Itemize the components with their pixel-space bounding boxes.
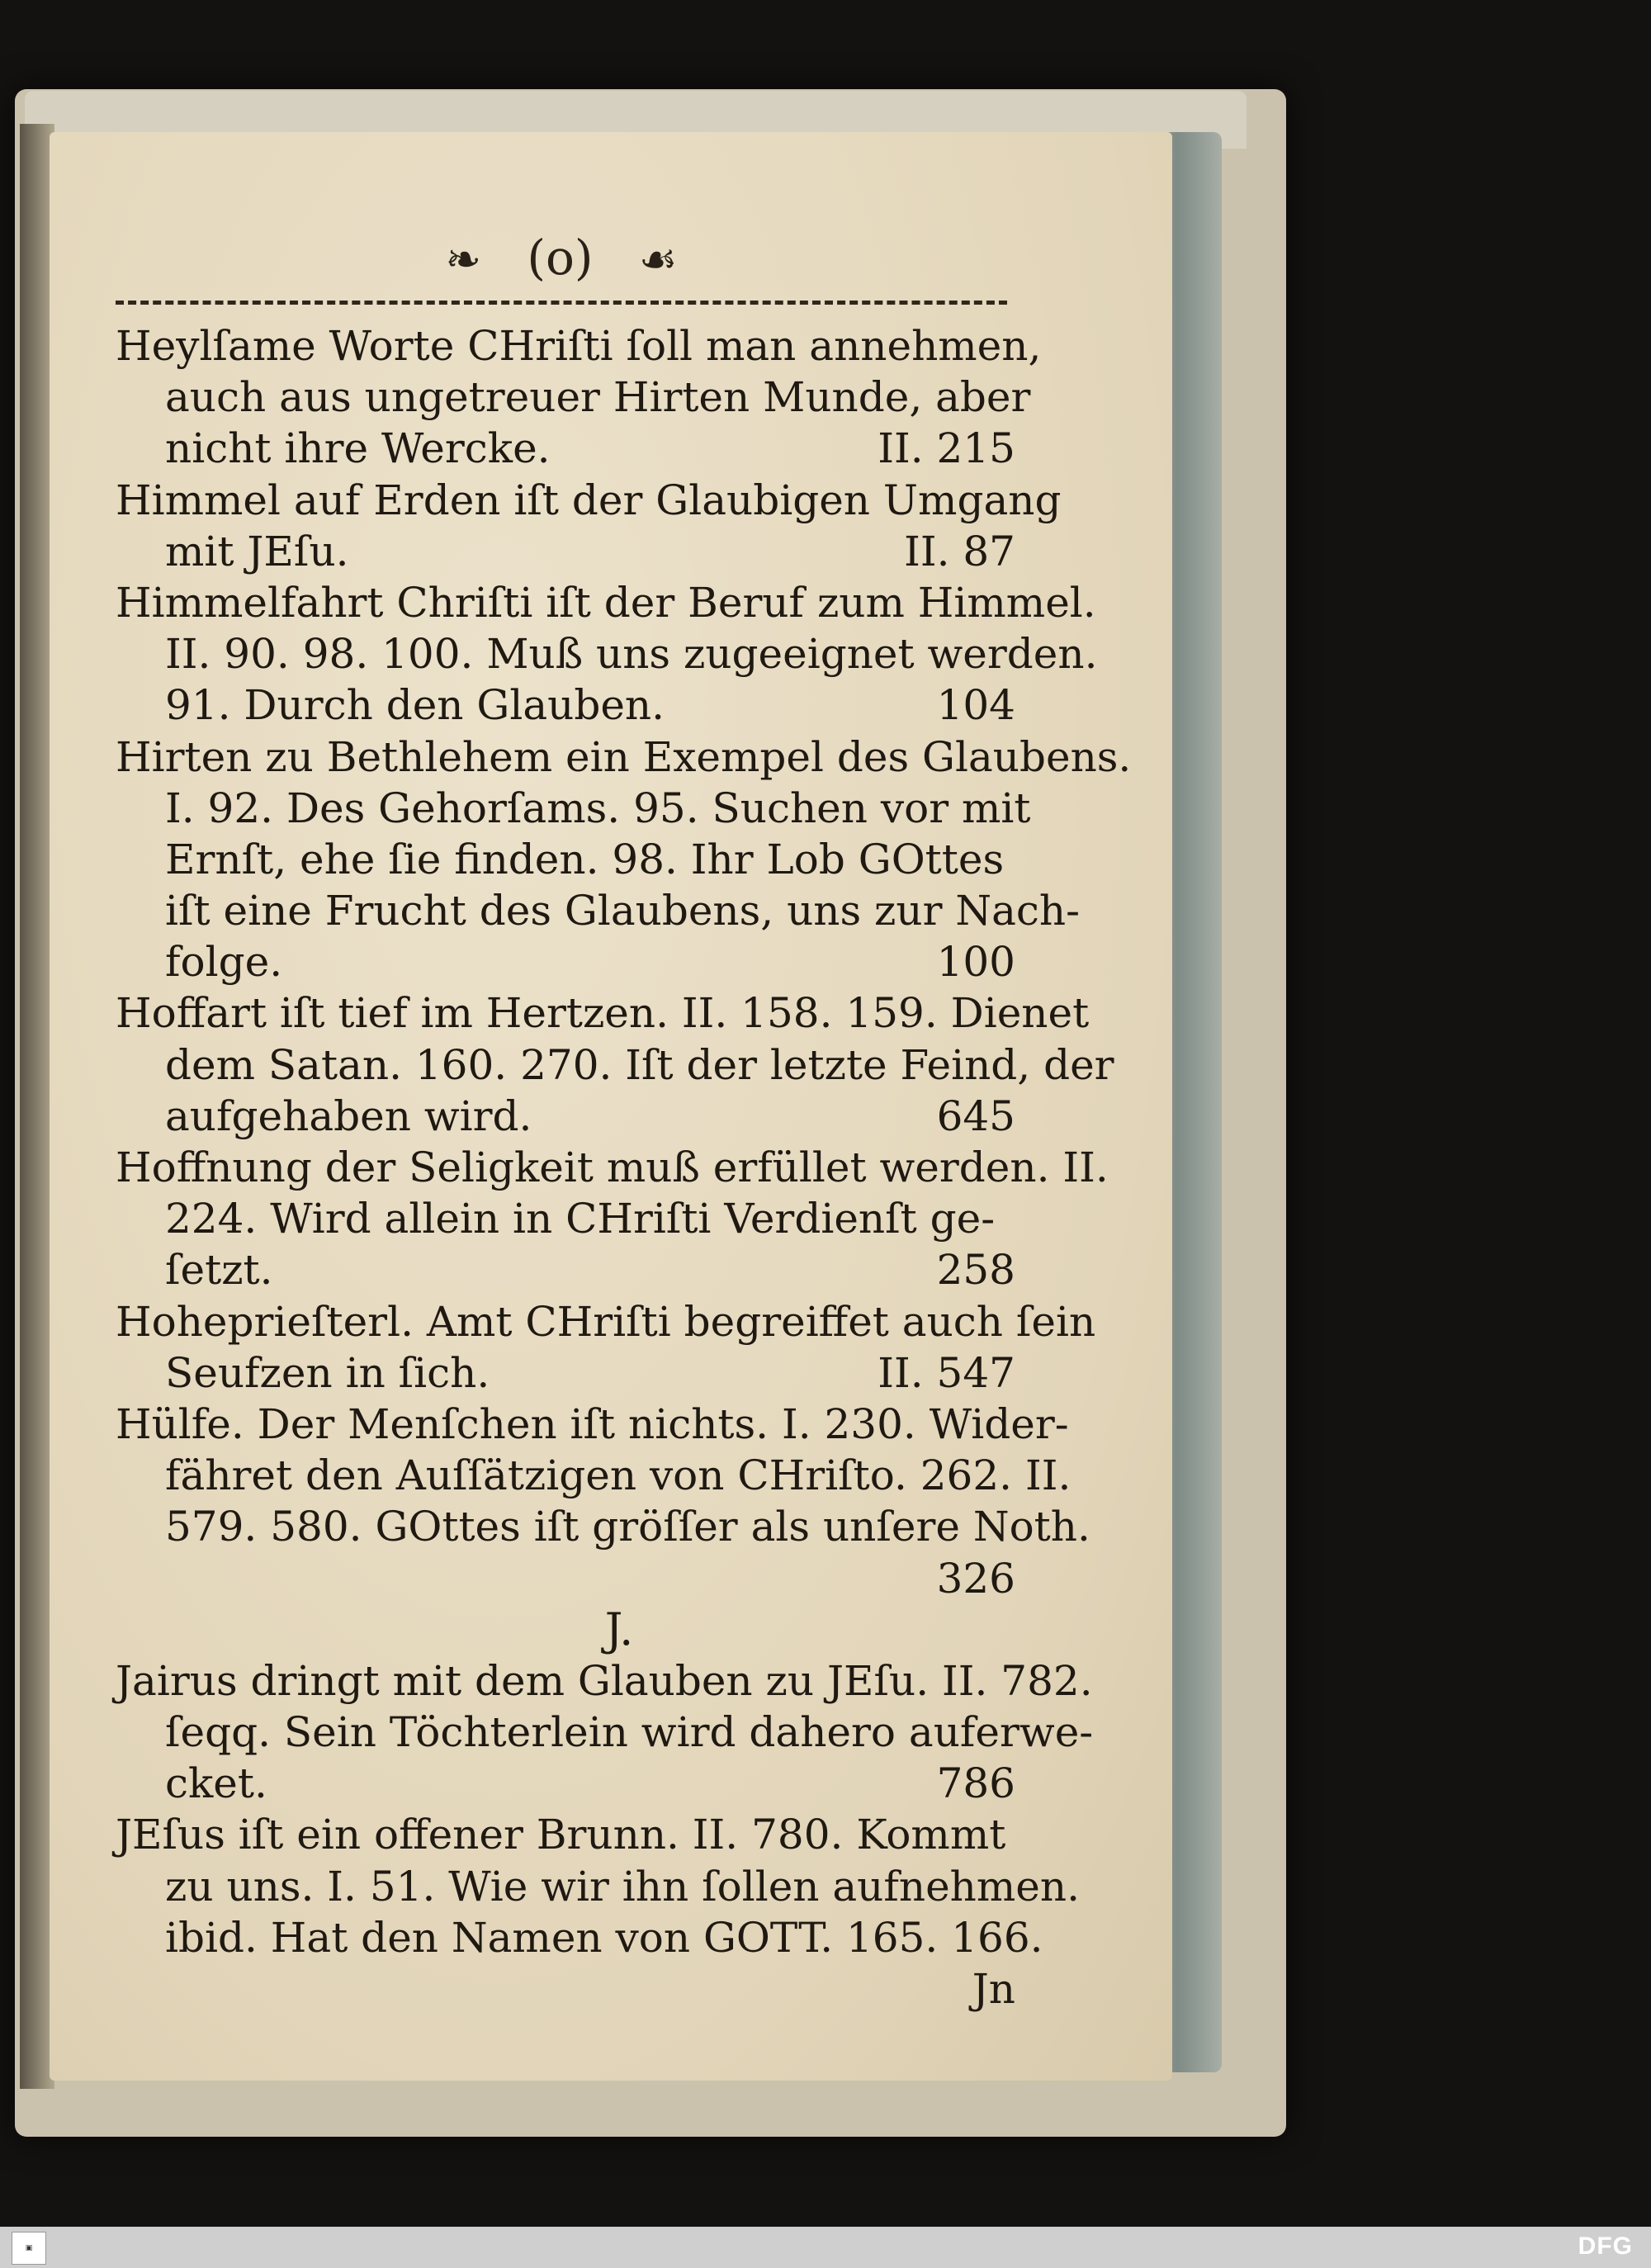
library-logo-icon: ▣ (12, 2232, 46, 2265)
index-line (116, 1809, 1015, 1860)
entry-text: dem Satan. 160. 270. Iſt der letzte Feind, der (165, 1040, 1114, 1089)
index-line (116, 577, 1096, 628)
entry-text: Heylſame Worte CHriſti ſoll man annehmen, (116, 322, 1042, 370)
entry-text: mit JEſu. (165, 527, 349, 575)
entry-text: 91. Durch den Glauben. (165, 681, 665, 730)
entry-text: aufgehaben wird. (165, 1091, 532, 1140)
entry-text: zu uns. I. 51. Wie wir ihn ſollen aufnehmen. (165, 1862, 1080, 1911)
entry-text: II. 90. 98. 100. Muß uns zugeeignet werden. (165, 630, 1098, 679)
index-line (116, 936, 1015, 987)
index-line (116, 732, 1132, 783)
index-line (116, 783, 1031, 834)
ornament-left-icon: ❧ (445, 235, 482, 285)
index-line (116, 526, 1015, 577)
index-line (116, 1861, 1080, 1912)
index-line (116, 1193, 1015, 1244)
header-rule (116, 301, 1007, 305)
index-line (116, 628, 1098, 679)
entry-text: Hoffnung der Seligkeit muß erfüllet werden. II. (116, 1143, 1109, 1191)
catchword: Jn (972, 1965, 1015, 2013)
index-line (116, 1399, 1069, 1450)
entry-text: folge. (165, 938, 283, 987)
entry-text: cket. (165, 1759, 267, 1808)
entry-text: auch aus ungetreuer Hirten Munde, aber (165, 373, 1031, 422)
index-line (116, 1142, 1109, 1193)
entry-text: Ernſt, ehe ſie finden. 98. Ihr Lob GOttes (165, 835, 1005, 883)
page-reference: 100 (936, 938, 1015, 987)
entry-text: Seufzen in ſich. (165, 1348, 490, 1397)
index-line (116, 1450, 1071, 1501)
index-line (116, 475, 1062, 526)
page-reference: 645 (936, 1091, 1015, 1140)
entry-text: ſeqq. Sein Töchterlein wird dahero auferwe- (165, 1708, 1094, 1757)
entry-text: Himmel auf Erden iſt der Glaubigen Umgang (116, 476, 1062, 524)
dfg-logo: DFG (1578, 2232, 1633, 2260)
index-line (116, 834, 1015, 885)
index-entries (116, 320, 1132, 2015)
page-reference: 786 (936, 1759, 1015, 1808)
index-line (116, 987, 1090, 1039)
index-line (116, 1244, 1015, 1295)
entry-text: Hirten zu Bethlehem ein Exempel des Glaubens. (116, 732, 1132, 781)
entry-text: 224. Wird allein in CHriſti Verdienſt ge- (165, 1195, 996, 1243)
entry-text: Hoffart iſt tief im Hertzen. II. 158. 159. Dienet (116, 989, 1090, 1038)
index-line (116, 1347, 1015, 1399)
index-line (116, 679, 1015, 731)
page-reference: 326 (936, 1554, 1015, 1603)
page-reference: II. 87 (904, 527, 1015, 575)
running-header (116, 230, 1007, 296)
entry-text: ſetzt. (165, 1246, 273, 1295)
index-line (116, 372, 1031, 423)
viewer-footer-bar (0, 2227, 1651, 2268)
page-reference: II. 215 (878, 424, 1015, 473)
entry-text: Hülfe. Der Menſchen iſt nichts. I. 230. Wider- (116, 1399, 1069, 1448)
index-line (116, 1553, 1015, 1604)
index-line (116, 1707, 1094, 1758)
entry-text: Hoheprieſterl. Amt CHriſti begreiffet auch ſein (116, 1297, 1096, 1346)
entry-text: 579. 580. GOttes iſt gröſſer als unſere Noth. (165, 1503, 1090, 1551)
entry-text: iſt eine Frucht des Glaubens, uns zur Nach- (165, 887, 1081, 935)
entry-text: Jairus dringt mit dem Glauben zu JEſu. II. 782. (116, 1656, 1093, 1705)
entry-text: Himmelfahrt Chriſti iſt der Beruf zum Himmel. (116, 578, 1096, 627)
catchword-line (116, 1963, 1015, 2015)
index-line (116, 1296, 1096, 1347)
index-line (116, 885, 1081, 936)
page-signature: (o) (527, 230, 594, 286)
page-reference: II. 547 (878, 1348, 1015, 1397)
index-line (116, 1501, 1090, 1552)
index-line (116, 1758, 1015, 1809)
entry-text: JEſus iſt ein offener Brunn. II. 780. Kommt (116, 1811, 1006, 1859)
ornament-right-icon: ☙ (638, 235, 678, 285)
page-reference: 104 (936, 681, 1015, 730)
index-line (116, 1655, 1093, 1707)
index-line (116, 320, 1042, 372)
page-reference: 258 (936, 1246, 1015, 1295)
entry-text: I. 92. Des Gehorſams. 95. Suchen vor mit (165, 784, 1031, 832)
index-line (116, 423, 1015, 474)
entry-text: fähret den Auſſätzigen von CHriſto. 262. II. (165, 1451, 1071, 1500)
index-line (116, 1039, 1114, 1091)
index-line (116, 1912, 1043, 1963)
index-line (116, 1091, 1015, 1142)
entry-text: nicht ihre Wercke. (165, 424, 551, 473)
entry-text: ibid. Hat den Namen von GOTT. 165. 166. (165, 1913, 1043, 1962)
section-letter-heading: J. (604, 1603, 634, 1655)
